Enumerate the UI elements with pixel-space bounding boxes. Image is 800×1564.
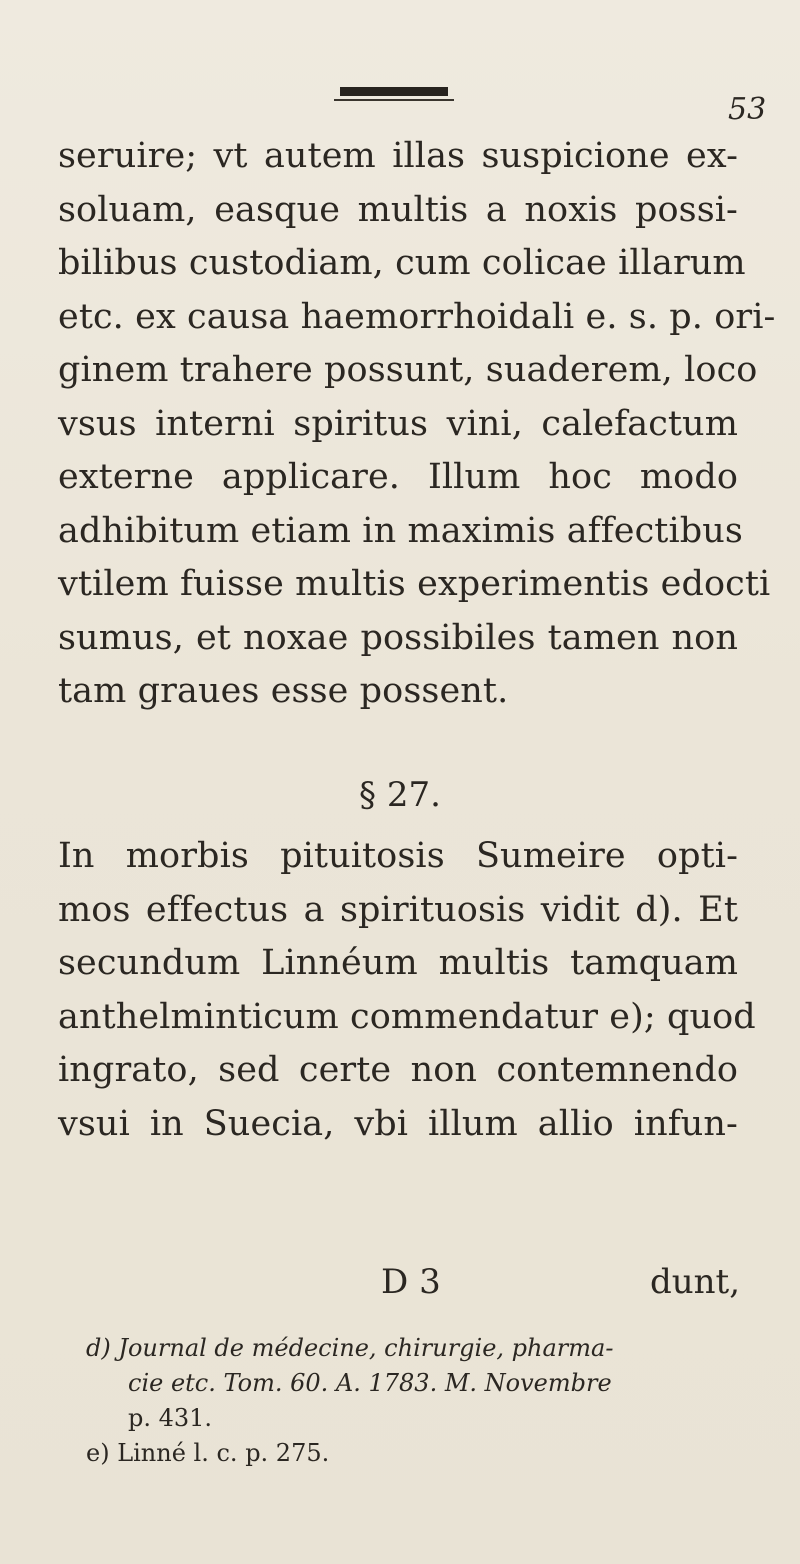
catchword: dunt,: [649, 1262, 740, 1302]
section-line-4: anthelminticum commendatur e); quod: [58, 996, 756, 1037]
section-line-3: secundum Linnéum multis tamquam: [58, 943, 738, 983]
main-line-9: vtilem fuisse multis experimentis edocti: [58, 564, 771, 604]
section-line-5: ingrato, sed certe non contemnendo: [58, 1050, 738, 1090]
footnote-d-line-1: d) Journal de médecine, chirurgie, pharma-: [86, 1334, 614, 1362]
top-thin-rule: [334, 99, 454, 101]
main-line-10: sumus, et noxae possibiles tamen non: [58, 617, 738, 658]
footnote-d-line-2: cie etc. Tom. 60. A. 1783. M. Novembre: [128, 1369, 612, 1397]
section-line-2: mos effectus a spirituosis vidit d). Et: [58, 889, 738, 930]
main-line-4: etc. ex causa haemorrhoidali e. s. p. ori-: [58, 296, 776, 337]
main-line-11: tam graues esse possent.: [58, 671, 509, 711]
top-ornamental-rule: [340, 87, 448, 96]
section-line-6: vsui in Suecia, vbi illum allio infun-: [58, 1103, 738, 1144]
footnotes: [86, 1331, 751, 1471]
page-number: 53: [728, 92, 767, 127]
footnote-d-line-3: p. 431.: [128, 1404, 213, 1432]
main-line-2: soluam, easque multis a noxis possi-: [58, 189, 738, 230]
main-line-3: bilibus custodiam, cum colicae illarum: [58, 243, 746, 283]
main-line-8: adhibitum etiam in maximis affectibus: [58, 510, 743, 551]
section-heading: § 27.: [359, 775, 441, 815]
section-line-1: In morbis pituitosis Sumeire opti-: [58, 836, 738, 876]
main-line-7: externe applicare. Illum hoc modo: [58, 457, 738, 497]
main-line-1: seruire; vt autem illas suspicione ex-: [58, 136, 738, 176]
section-paragraph: [58, 830, 756, 1151]
main-paragraph: [58, 130, 776, 719]
signature-mark: D 3: [381, 1262, 441, 1302]
catchline: [0, 1262, 800, 1310]
main-line-5: ginem trahere possunt, suaderem, loco: [58, 350, 758, 390]
main-line-6: vsus interni spiritus vini, calefactum: [58, 403, 738, 444]
footnote-e: e) Linné l. c. p. 275.: [86, 1439, 330, 1467]
